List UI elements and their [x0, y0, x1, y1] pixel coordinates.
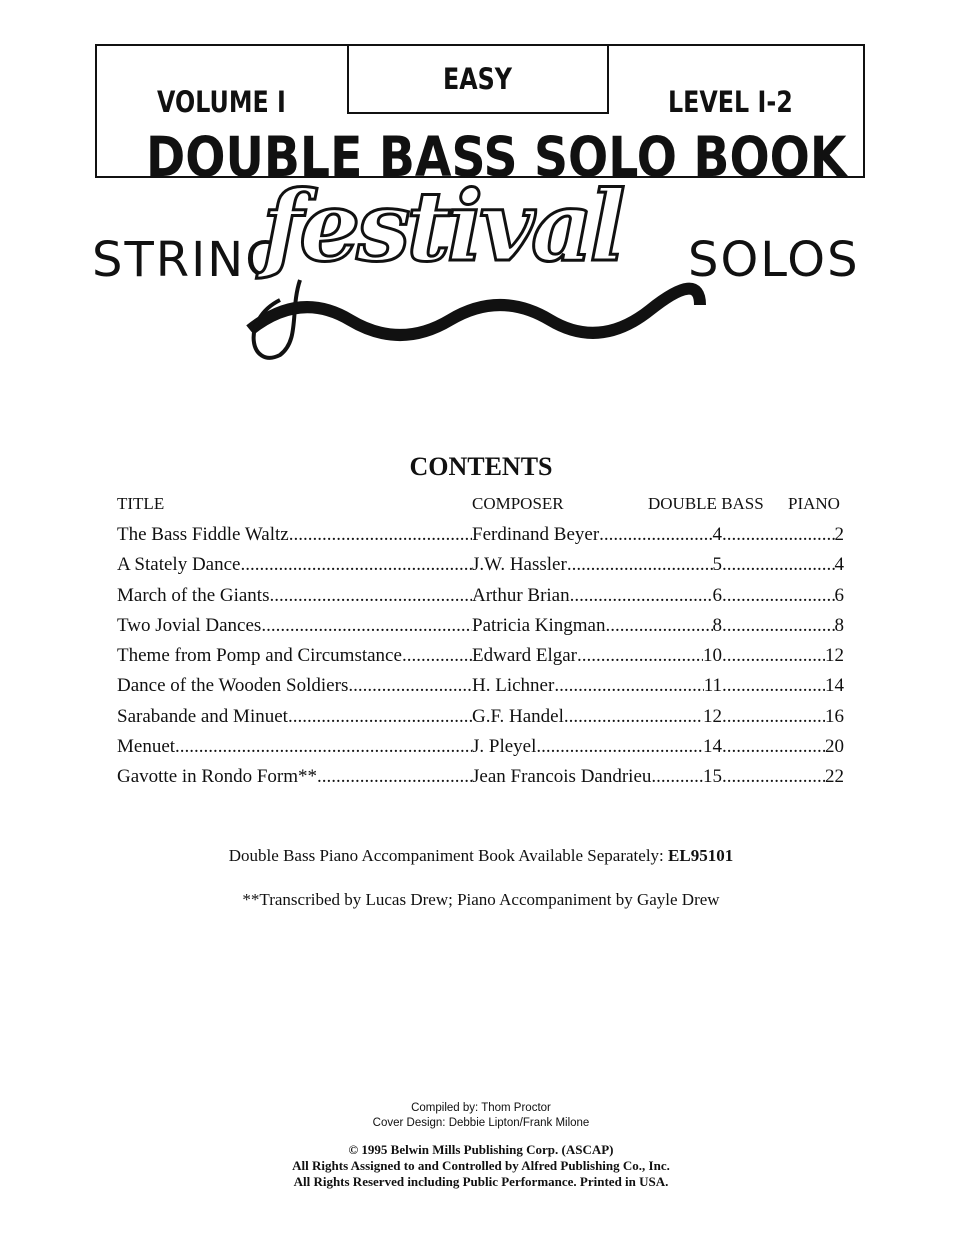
- piano-page: 20: [825, 736, 844, 758]
- piano-page: 16: [825, 705, 844, 727]
- dot-leader: [317, 764, 472, 794]
- bass-page: 15: [703, 766, 722, 788]
- dot-leader: [722, 643, 825, 673]
- contents-table: [117, 522, 844, 795]
- contents-row: [117, 583, 844, 613]
- dot-leader: [269, 583, 472, 613]
- composer: Ferdinand Beyer: [472, 524, 600, 545]
- piece-title: Two Jovial Dances: [117, 614, 262, 636]
- piano-page: 2: [834, 524, 844, 545]
- composer: Arthur Brian: [472, 584, 570, 606]
- dot-leader: [577, 643, 703, 673]
- volume-label: VOLUME I: [157, 85, 286, 119]
- contents-row: [117, 522, 844, 552]
- contents-heading: CONTENTS: [409, 452, 553, 481]
- dot-leader: [606, 613, 713, 643]
- contents-row: [117, 734, 844, 764]
- difficulty-label: EASY: [443, 62, 512, 96]
- book-title: DOUBLE BASS SOLO BOOK: [146, 125, 847, 189]
- brand-solos: SOLOS: [688, 232, 860, 288]
- contents-row: [117, 704, 844, 734]
- composer: J.W. Hassler: [472, 554, 567, 576]
- dot-leader: [722, 704, 825, 734]
- piece-title: March of the Giants: [117, 584, 270, 606]
- dot-leader: [567, 552, 713, 582]
- dot-leader: [402, 643, 472, 673]
- dot-leader: [570, 583, 713, 613]
- dot-leader: [722, 583, 835, 613]
- dot-leader: [722, 673, 825, 703]
- accompaniment-note: [0, 846, 962, 866]
- bass-page: 6: [712, 584, 722, 606]
- piece-title: Theme from Pomp and Circumstance: [117, 645, 402, 667]
- piano-page: 12: [825, 645, 844, 667]
- composer: J. Pleyel: [472, 736, 537, 758]
- contents-row: [117, 764, 844, 794]
- dot-leader: [240, 552, 472, 582]
- dot-leader: [175, 734, 472, 764]
- catalog-code: EL95101: [668, 846, 734, 865]
- composer: G.F. Handel: [472, 705, 564, 727]
- compiled-by: Compiled by: Thom Proctor: [411, 1102, 551, 1114]
- dot-leader: [722, 613, 835, 643]
- dot-leader: [722, 734, 825, 764]
- dot-leader: [554, 673, 703, 703]
- dot-leader: [722, 764, 825, 794]
- brand-string: STRING: [92, 232, 285, 288]
- contents-row: [117, 552, 844, 582]
- cover-design: Cover Design: Debbie Lipton/Frank Milone: [372, 1117, 590, 1129]
- bass-page: 4: [712, 524, 722, 545]
- dot-leader: [289, 522, 472, 552]
- dot-leader: [651, 764, 703, 794]
- piece-title: The Bass Fiddle Waltz: [117, 524, 289, 545]
- reserved-line: All Rights Reserved including Public Performance. Printed in USA.: [293, 1174, 669, 1189]
- copyright-line: © 1995 Belwin Mills Publishing Corp. (ASCAP): [348, 1142, 614, 1157]
- piano-page: 14: [825, 675, 844, 697]
- contents-row: [117, 613, 844, 643]
- bass-page: 14: [703, 736, 722, 758]
- col-composer: COMPOSER: [472, 494, 564, 513]
- contents-row: [117, 673, 844, 703]
- composer: Patricia Kingman: [472, 614, 606, 636]
- col-piano: PIANO: [788, 494, 840, 513]
- piano-page: 8: [834, 614, 844, 636]
- piano-page: 22: [825, 766, 844, 788]
- contents-row: [117, 643, 844, 673]
- level-label: LEVEL I-2: [668, 85, 793, 119]
- bass-page: 8: [712, 614, 722, 636]
- composer: Edward Elgar: [472, 645, 577, 667]
- col-bass: DOUBLE BASS: [648, 494, 764, 513]
- col-title: TITLE: [117, 494, 165, 513]
- bass-page: 12: [703, 705, 722, 727]
- bass-page: 10: [703, 645, 722, 667]
- piece-title: Sarabande and Minuet: [117, 705, 288, 727]
- brand-festival-script: festival: [262, 170, 622, 283]
- piano-page: 6: [834, 584, 844, 606]
- dot-leader: [348, 673, 472, 703]
- composer: H. Lichner: [472, 675, 555, 697]
- accompaniment-text: Double Bass Piano Accompaniment Book Available Separately:: [228, 846, 669, 865]
- dot-leader: [564, 704, 703, 734]
- dot-leader: [722, 552, 835, 582]
- bass-page: 5: [712, 554, 722, 576]
- brand-wave-logo: [240, 270, 710, 370]
- transcription-note: **Transcribed by Lucas Drew; Piano Accompaniment by Gayle Drew: [242, 890, 720, 909]
- dot-leader: [536, 734, 703, 764]
- dot-leader: [261, 613, 472, 643]
- piece-title: Dance of the Wooden Soldiers: [117, 675, 349, 697]
- piece-title: Gavotte in Rondo Form**: [117, 766, 318, 788]
- dot-leader: [288, 704, 472, 734]
- dot-leader: [722, 522, 835, 552]
- bass-page: 11: [703, 675, 722, 697]
- dot-leader: [599, 522, 712, 552]
- piece-title: A Stately Dance: [117, 554, 241, 576]
- piano-page: 4: [834, 554, 844, 576]
- composer: Jean Francois Dandrieu: [472, 766, 652, 788]
- rights-line: All Rights Assigned to and Controlled by Alfred Publishing Co., Inc.: [292, 1158, 670, 1173]
- piece-title: Menuet: [117, 736, 176, 758]
